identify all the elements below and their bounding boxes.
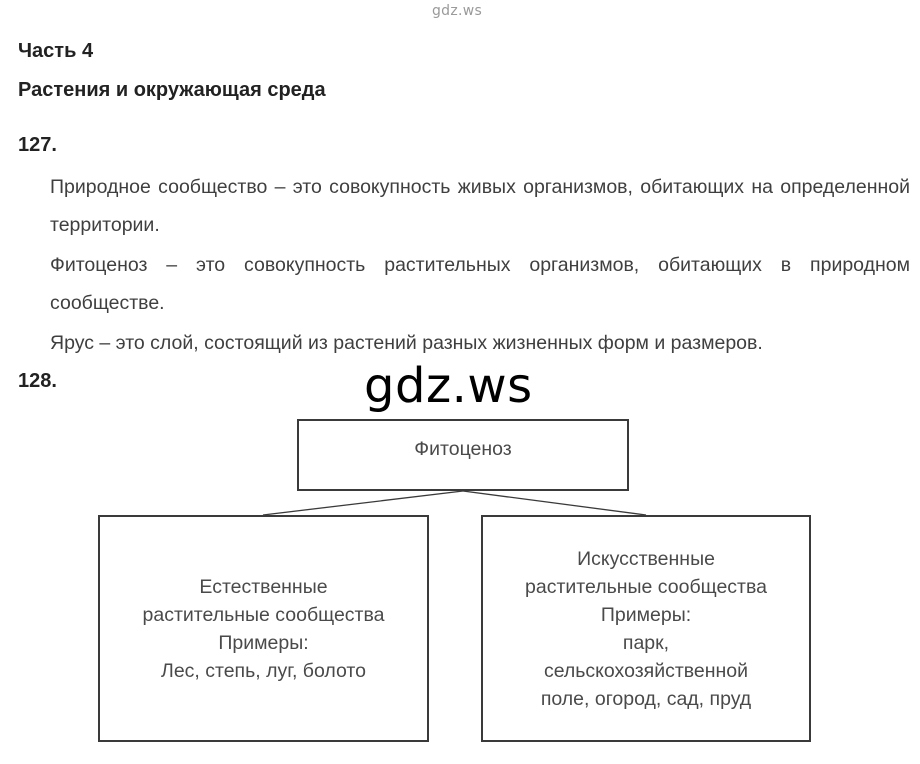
diagram-root-box [297,419,629,491]
part-title: Часть 4 [18,40,94,62]
definition-natural-community: Природное сообщество – это совокупность живых организмов, обитающих на определенной территории. [50,176,910,236]
connector-right [463,491,646,515]
definition-phytocenosis: Фитоценоз – это совокупность растительных организмов, обитающих в природном сообществе. [50,254,910,314]
diagram-natural-box [98,515,429,742]
task-number-128: 128. [18,370,57,392]
diagram-root-label: Фитоценоз [414,438,512,460]
connector-left [263,491,463,515]
artificial-line: Искусственные [577,547,715,570]
natural-line: Лес, степь, луг, болото [161,659,366,682]
task-number-127: 127. [18,134,57,156]
section-title: Растения и окружающая среда [18,79,326,101]
diagram-artificial-box [481,515,811,742]
artificial-line: Примеры: [600,603,692,626]
natural-line: растительные сообщества [142,603,385,626]
artificial-line: парк, [622,631,670,654]
natural-line: Естественные [199,575,328,598]
artificial-line: растительные сообщества [525,575,767,598]
artificial-line: поле, огород, сад, пруд [540,687,752,710]
watermark-center: gdz.ws [364,358,533,414]
definition-tier: Ярус – это слой, состоящий из растений разных жизненных форм и размеров. [50,332,763,354]
watermark-top: gdz.ws [432,3,483,19]
artificial-line: сельскохозяйственной [543,659,749,682]
natural-line: Примеры: [218,631,309,654]
